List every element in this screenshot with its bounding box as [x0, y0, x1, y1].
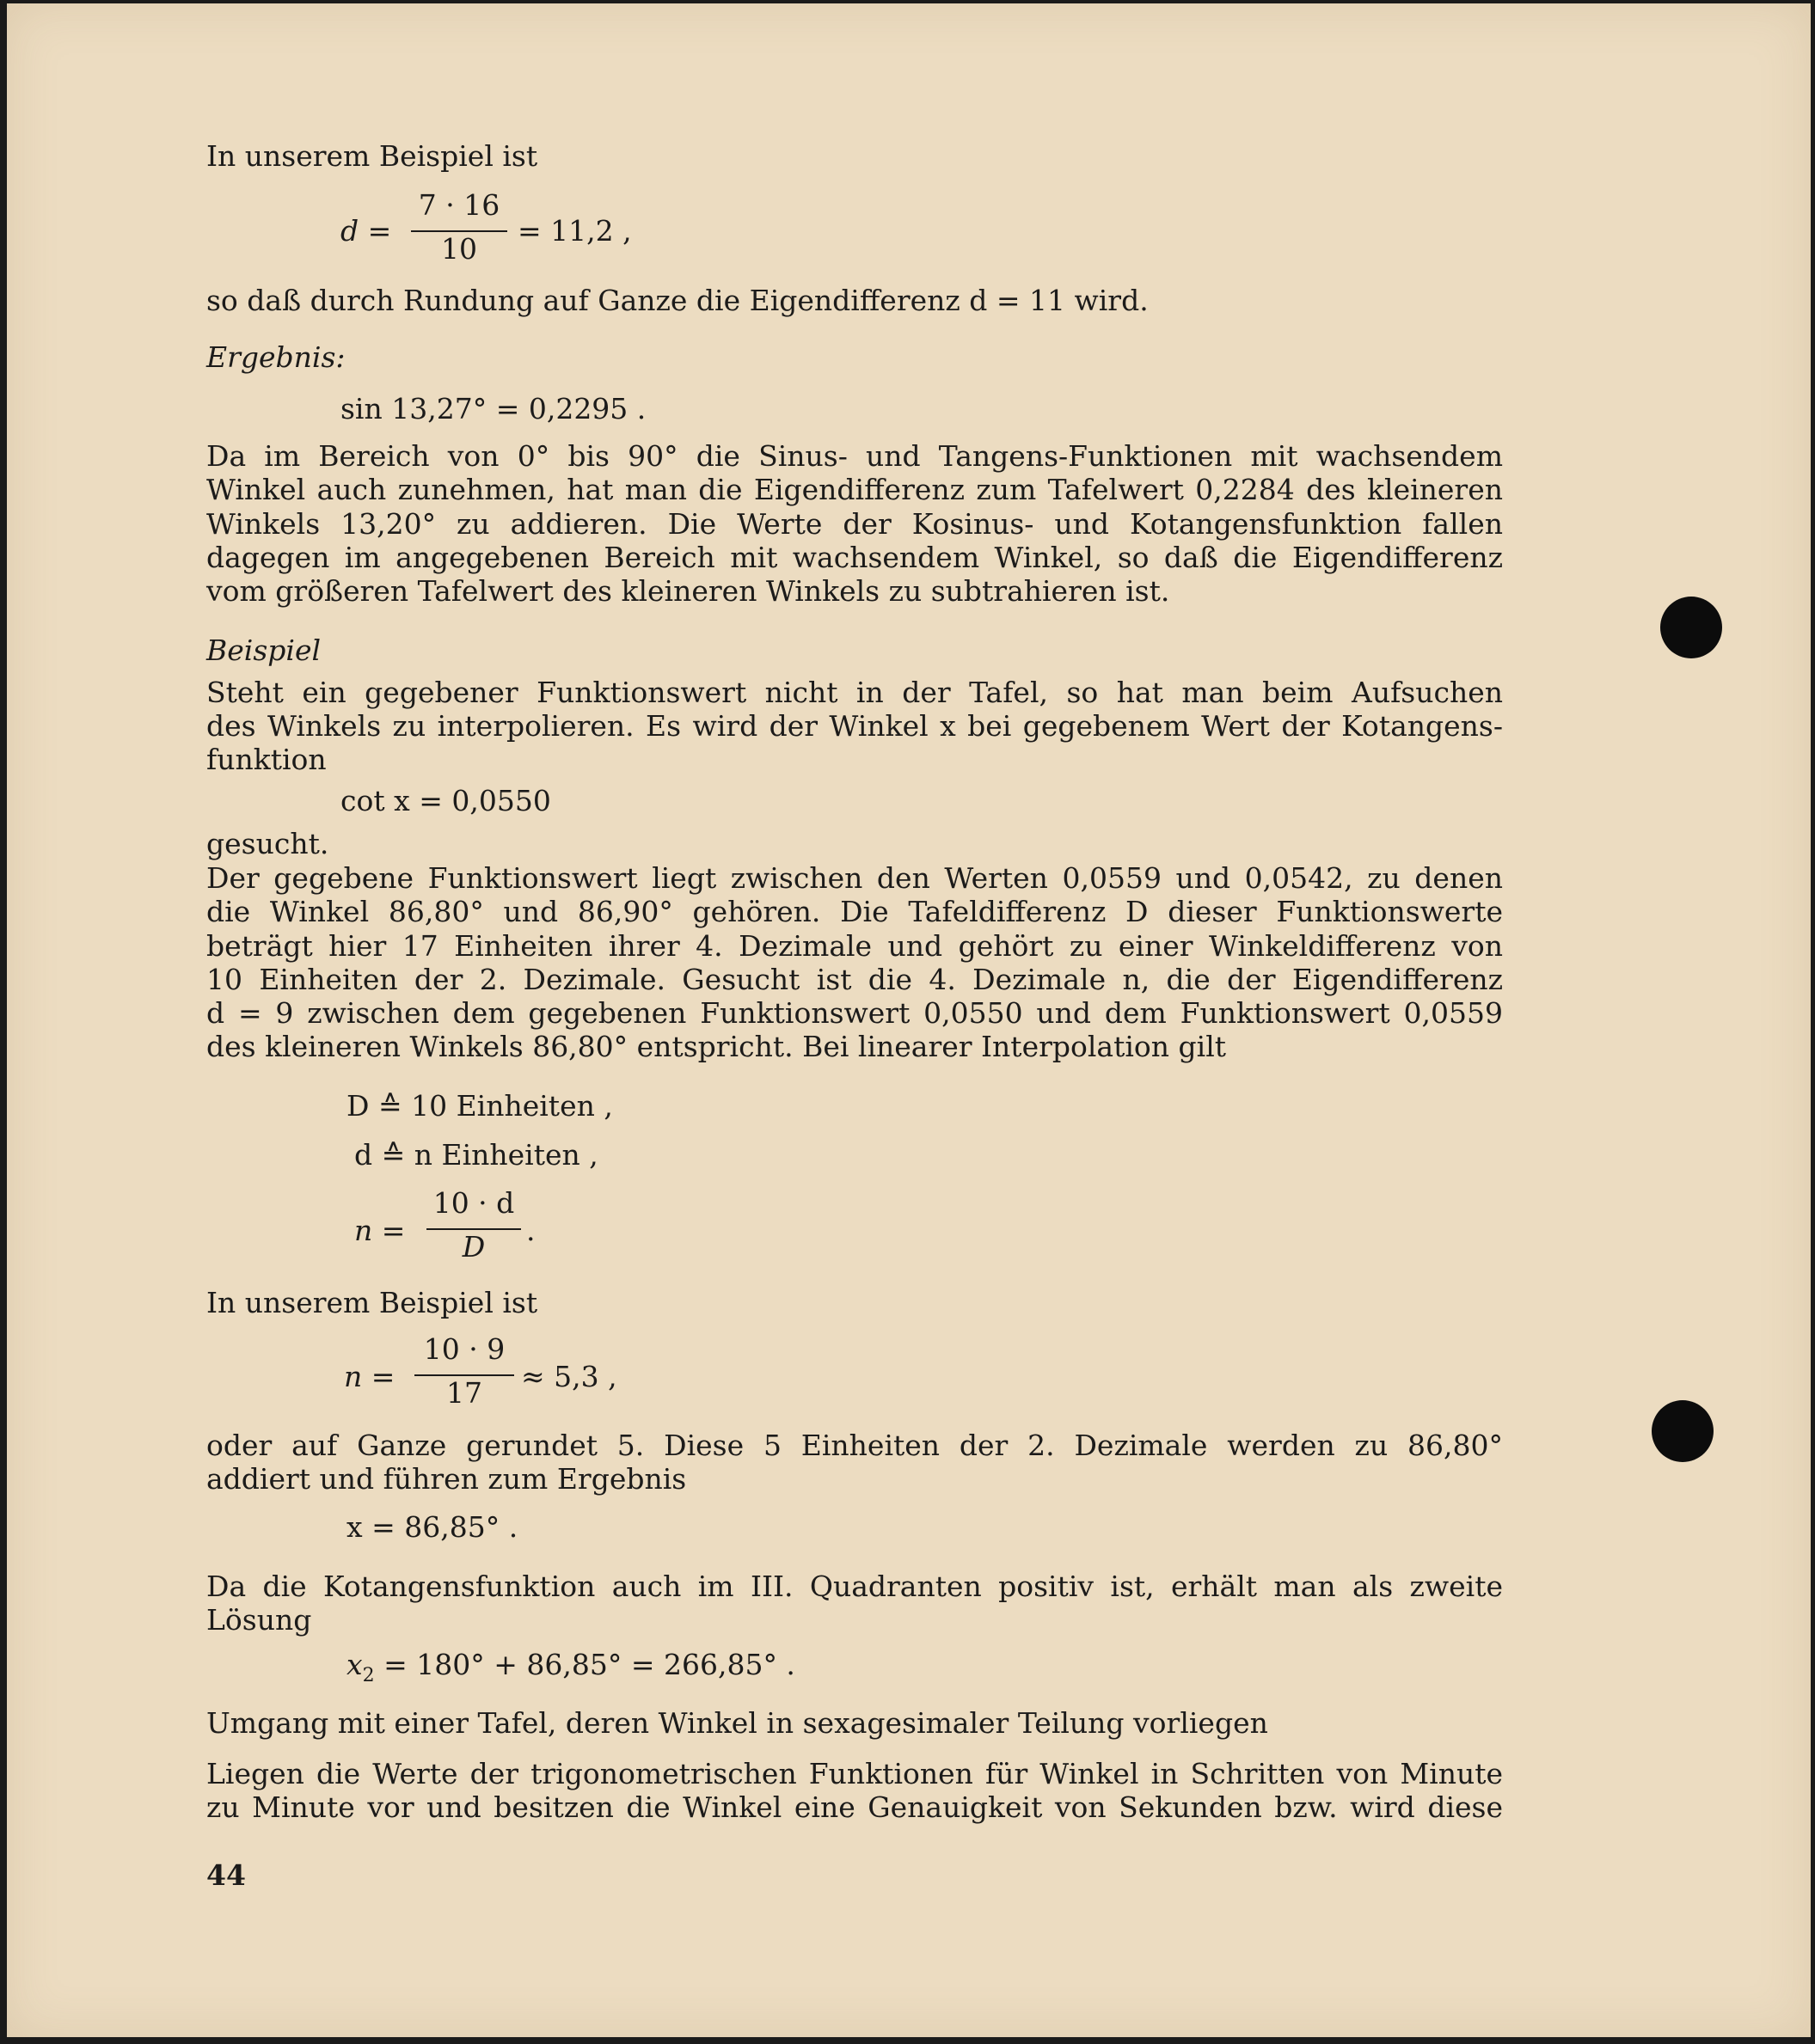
paragraph-line: funktion [206, 743, 327, 776]
text-line: gesucht. [206, 827, 329, 860]
punch-hole [1660, 597, 1722, 658]
label-beispiel: Beispiel [206, 633, 322, 667]
fraction-numerator: 7 · 16 [418, 188, 500, 222]
paragraph-line: Liegen die Werte der trigonometrischen Funktionen für Winkel in Schritten von Minute [206, 1757, 1503, 1790]
paragraph-line: addiert und führen zum Ergebnis [206, 1462, 687, 1496]
paragraph-line: vom größeren Tafelwert des kleineren Winkels zu subtrahieren ist. [206, 574, 1170, 608]
formula: x = 86,85° . [346, 1510, 518, 1544]
paragraph-line: des kleineren Winkels 86,80° entspricht. Bei linearer Interpolation gilt [206, 1030, 1227, 1063]
formula: d ≙ n Einheiten , [354, 1138, 598, 1172]
text-line: so daß durch Rundung auf Ganze die Eigendifferenz d = 11 wird. [206, 284, 1149, 317]
label-ergebnis: Ergebnis: [206, 340, 346, 374]
formula [346, 1648, 795, 1693]
paragraph-line: die Winkel 86,80° und 86,90° gehören. Die Tafeldifferenz D dieser Funktionswerte [206, 895, 1503, 928]
paragraph-line: zu Minute vor und besitzen die Winkel eine Genauigkeit von Sekunden bzw. wird diese [206, 1790, 1503, 1824]
text-line: In unserem Beispiel ist [206, 139, 538, 173]
punch-hole [1652, 1400, 1714, 1462]
formula: cot x = 0,0550 [340, 784, 551, 817]
paragraph-line: Da im Bereich von 0° bis 90° die Sinus- und Tangens-Funktionen mit wachsendem [206, 439, 1503, 473]
paragraph-line: Winkels 13,20° zu addieren. Die Werte der Kosinus- und Kotangensfunktion fallen [206, 507, 1503, 541]
paragraph-line: Winkel auch zunehmen, hat man die Eigendifferenz zum Tafelwert 0,2284 des kleineren [206, 473, 1503, 506]
paragraph-line: d = 9 zwischen dem gegebenen Funktionswert 0,0550 und dem Funktionswert 0,0559 [206, 996, 1503, 1030]
fraction-numerator: 10 · d [432, 1186, 515, 1220]
fraction-denominator: D [462, 1230, 486, 1264]
formula-rhs: ≈ 5,3 , [521, 1360, 617, 1393]
paragraph-line: des Winkels zu interpolieren. Es wird der Winkel x bei gegebenem Wert der Kotangens- [206, 709, 1503, 743]
paragraph-line: Der gegebene Funktionswert liegt zwischen den Werten 0,0559 und 0,0542, zu denen [206, 861, 1503, 895]
formula-end: . [526, 1214, 536, 1247]
paragraph-line: Lösung [206, 1603, 312, 1637]
fraction-numerator: 10 · 9 [423, 1332, 506, 1366]
formula-rest: = 180° + 86,85° = 266,85° . [374, 1648, 795, 1681]
formula-subscript: 2 [362, 1665, 375, 1686]
formula-lhs: n = [344, 1360, 395, 1393]
fraction-denominator: 10 [441, 232, 477, 266]
formula-variable: x [346, 1648, 363, 1681]
paragraph-line: Steht ein gegebener Funktionswert nicht in der Tafel, so hat man beim Aufsuchen [206, 676, 1503, 709]
formula: sin 13,27° = 0,2295 . [340, 392, 647, 425]
formula: D ≙ 10 Einheiten , [346, 1089, 613, 1123]
paragraph-line: Da die Kotangensfunktion auch im III. Quadranten positiv ist, erhält man als zweite [206, 1570, 1503, 1603]
paragraph-line: dagegen im angegebenen Bereich mit wachsendem Winkel, so daß die Eigendifferenz [206, 541, 1503, 574]
formula-lhs: n = [354, 1214, 406, 1247]
fraction-denominator: 17 [446, 1376, 482, 1410]
book-page [7, 3, 1811, 2037]
paragraph-line: oder auf Ganze gerundet 5. Diese 5 Einheiten der 2. Dezimale werden zu 86,80° [206, 1429, 1503, 1462]
paragraph-line: 10 Einheiten der 2. Dezimale. Gesucht ist die 4. Dezimale n, die der Eigendifferenz [206, 963, 1503, 996]
section-heading: Umgang mit einer Tafel, deren Winkel in sexagesimaler Teilung vorliegen [206, 1706, 1268, 1740]
formula-rhs: = 11,2 , [518, 214, 632, 248]
paragraph-line: beträgt hier 17 Einheiten ihrer 4. Dezimale und gehört zu einer Winkeldifferenz von [206, 929, 1503, 963]
text-line: In unserem Beispiel ist [206, 1286, 538, 1319]
page-number: 44 [206, 1858, 246, 1892]
formula-lhs: d = [340, 214, 392, 248]
